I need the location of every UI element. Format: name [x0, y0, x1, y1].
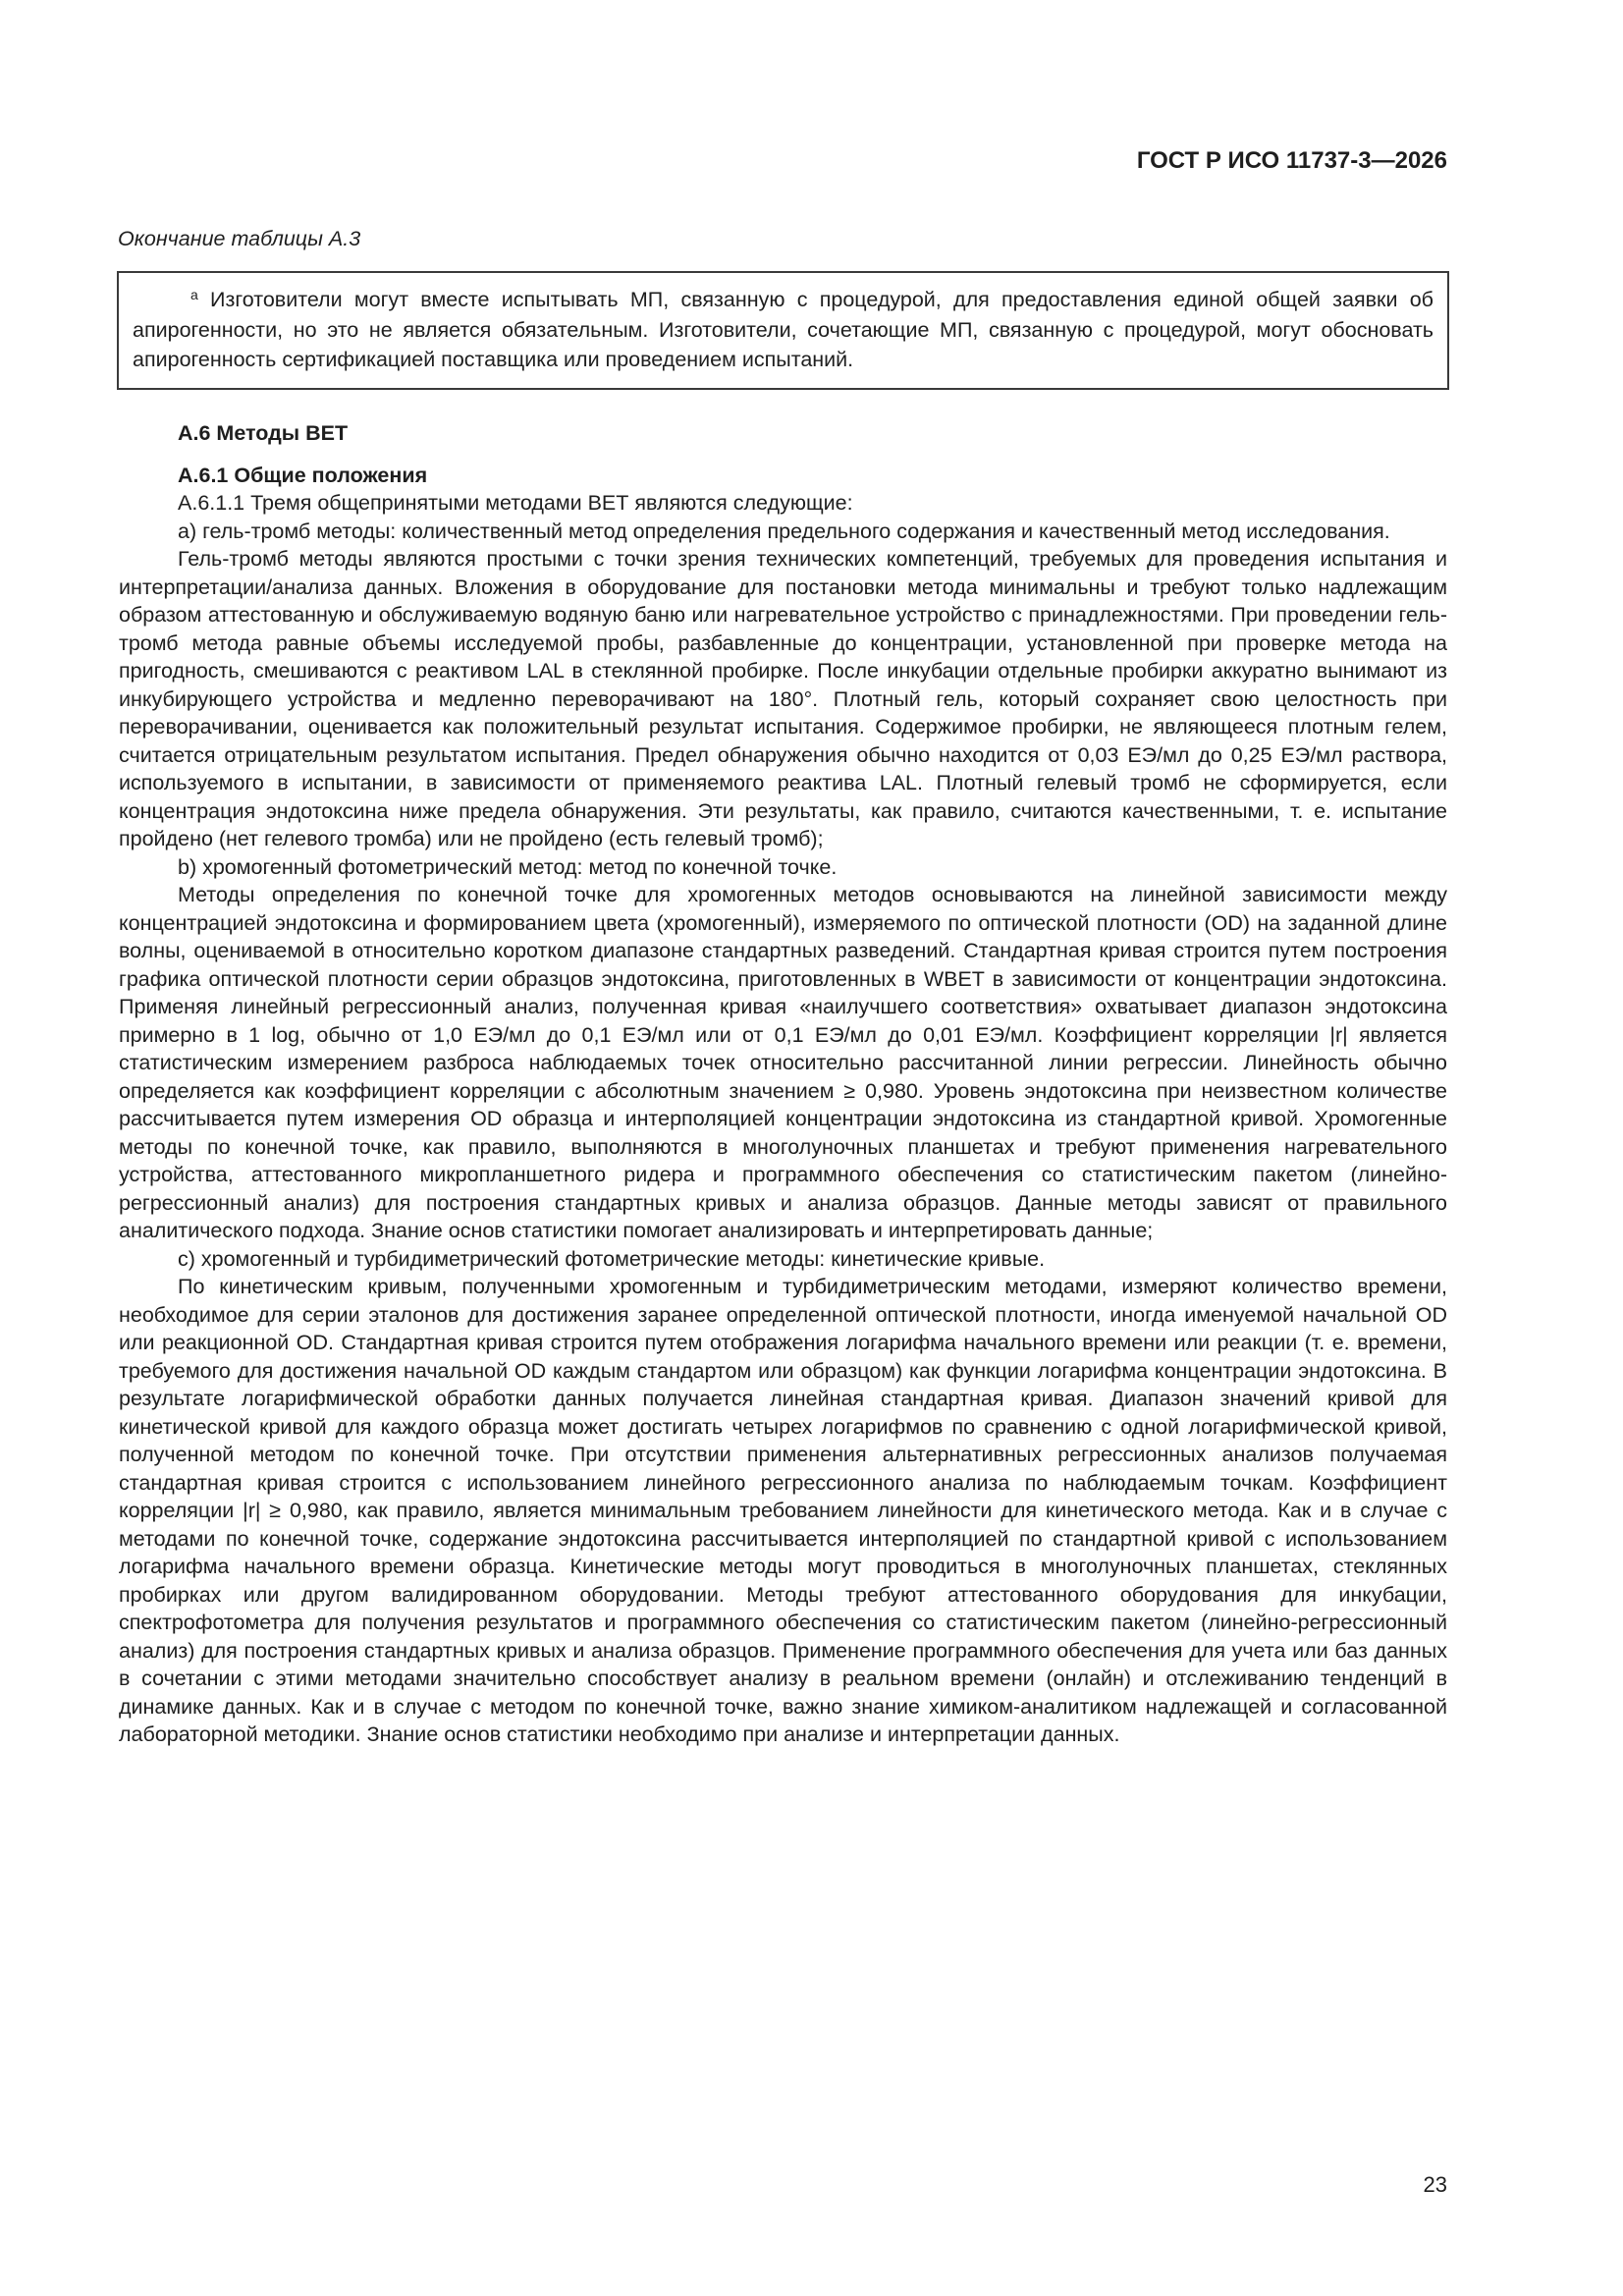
footnote-text: Изготовители могут вместе испытывать МП, связанную с процедурой, для предоставления единой общей заявки об апирогенности, но это не является обязательным. Изготовители, сочетающие МП, связанную с процедурой, могут обосновать апирогенность сертификацией поставщика или проведением испытаний. [133, 288, 1434, 371]
table-footnote-box [117, 271, 1449, 390]
section-heading: А.6 Методы ВЕТ [178, 421, 349, 445]
paragraph-kinetic: По кинетическим кривым, полученными хромогенным и турбидиметрическим методами, измеряют количество времени, необходимое для серии эталонов для достижения заранее определенной оптической плотности, иногда именуемой начальной OD или реакционной OD. Стандартная кривая строится путем отображения логарифма начального времени или реакции (т. е. времени, требуемого для достижения начальной OD каждым стандартом или образцом) как функции логарифма концентрации эндотоксина. В результате логарифмической обработки данных получается линейная стандартная кривая. Диапазон значений кривой для кинетической кривой для каждого образца может достигать четырех логарифмов по сравнению с одной логарифмической кривой, полученной методом по конечной точке. При отсутствии применения альтернативных регрессионных анализов получаемая стандартная кривая строится с использованием линейного регрессионного анализа по наблюдаемым точкам. Коэффициент корреляции |r| ≥ 0,980, как правило, является минимальным требованием линейности для кинетического метода. Как и в случае с методами по конечной точке, содержание эндотоксина рассчитывается интерполяцией по стандартной кривой с использованием логарифма начального времени образца. Кинетические методы могут проводиться в многолуночных планшетах, стеклянных пробирках или другом валидированном оборудовании. Методы требуют аттестованного оборудования для инкубации, спектрофотометра для получения результатов и программного обеспечения со статистическим пакетом (линейно-регрессионный анализ) для построения стандартных кривых и анализа образцов. Применение программного обеспечения для учета или баз данных в сочетании с этими методами значительно способствует анализу в реальном времени (онлайн) и отслеживанию тенденций в динамике данных. Как и в случае с методом по конечной точке, важно знание химиком-аналитиком надлежащей и согласованной лабораторной методики. Знание основ статистики необходимо при анализе и интерпретации данных. [119, 1275, 1447, 1746]
section-body [119, 419, 1447, 1749]
paragraph-gel-clot: Гель-тромб методы являются простыми с точки зрения технических компетенций, требуемых для проведения испытания и интерпретации/анализа данных. Вложения в оборудование для постановки метода минимальны и требуют только надлежащим образом аттестованную и обслуживаемую водяную баню или нагревательное устройство с принадлежностями. При проведении гель-тромб метода равные объемы исследуемой пробы, разбавленные до концентрации, установленной при проверке метода на пригодность, смешиваются с реактивом LAL в стеклянной пробирке. После инкубации отдельные пробирки аккуратно вынимают из инкубирующего устройства и медленно переворачивают на 180°. Плотный гель, который сохраняет свою целостность при переворачивании, оценивается как положительный результат испытания. Содержимое пробирки, не являющееся плотным гелем, считается отрицательным результатом испытания. Предел обнаружения обычно находится от 0,03 ЕЭ/мл до 0,25 ЕЭ/мл раствора, используемого в испытании, в зависимости от применяемого реактива LAL. Плотный гелевый тромб не сформируется, если концентрация эндотоксина ниже предела обнаружения. Эти результаты, как правило, считаются качественными, т. е. испытание пройдено (нет гелевого тромба) или не пройдено (есть гелевый тромб); [119, 547, 1447, 850]
standard-code-header: ГОСТ Р ИСО 11737-3—2026 [1136, 147, 1447, 174]
table-continuation-caption: Окончание таблицы А.3 [118, 227, 361, 250]
paragraph-endpoint: Методы определения по конечной точке для хромогенных методов основываются на линейной зависимости между концентрацией эндотоксина и формированием цвета (хромогенный), измеряемого по оптической плотности (OD) на заданной длине волны, оцениваемой в относительно коротком диапазоне стандартных разведений. Стандартная кривая строится путем построения графика оптической плотности серии образцов эндотоксина, приготовленных в WBET в зависимости от концентрации эндотоксина. Применяя линейный регрессионный анализ, полученная кривая «наилучшего соответствия» охватывает диапазон эндотоксина примерно в 1 log, обычно от 1,0 ЕЭ/мл до 0,1 ЕЭ/мл или от 0,1 ЕЭ/мл до 0,01 ЕЭ/мл. Коэффициент корреляции |r| является статистическим измерением разброса наблюдаемых точек относительно рассчитанной линии регрессии. Линейность обычно определяется как коэффициент корреляции с абсолютным значением ≥ 0,980. Уровень эндотоксина при неизвестном количестве рассчитывается путем измерения OD образца и интерполяцией концентрации эндотоксина из стандартной кривой. Хромогенные методы по конечной точке, как правило, выполняются в многолуночных планшетах и требуют применения нагревательного устройства, аттестованного микропланшетного ридера и программного обеспечения со статистическим пакетом (линейно-регрессионный анализ) для построения стандартных кривых и анализа образцов. Данные методы зависят от правильного аналитического подхода. Знание основ статистики помогает анализировать и интерпретировать данные; [119, 883, 1447, 1242]
subsection-heading: А.6.1 Общие положения [178, 463, 428, 487]
list-item-c: c) хромогенный и турбидиметрический фотометрические методы: кинетические кривые. [178, 1246, 1046, 1271]
list-item-b: b) хромогенный фотометрический метод: метод по конечной точке. [178, 854, 838, 879]
footnote-marker: а [190, 287, 198, 302]
list-item-a: а) гель-тромб методы: количественный метод определения предельного содержания и качественный метод исследования. [178, 519, 1390, 543]
page-number: 23 [1423, 2172, 1447, 2197]
paragraph-intro: А.6.1.1 Тремя общепринятыми методами ВЕТ являются следующие: [178, 491, 853, 515]
